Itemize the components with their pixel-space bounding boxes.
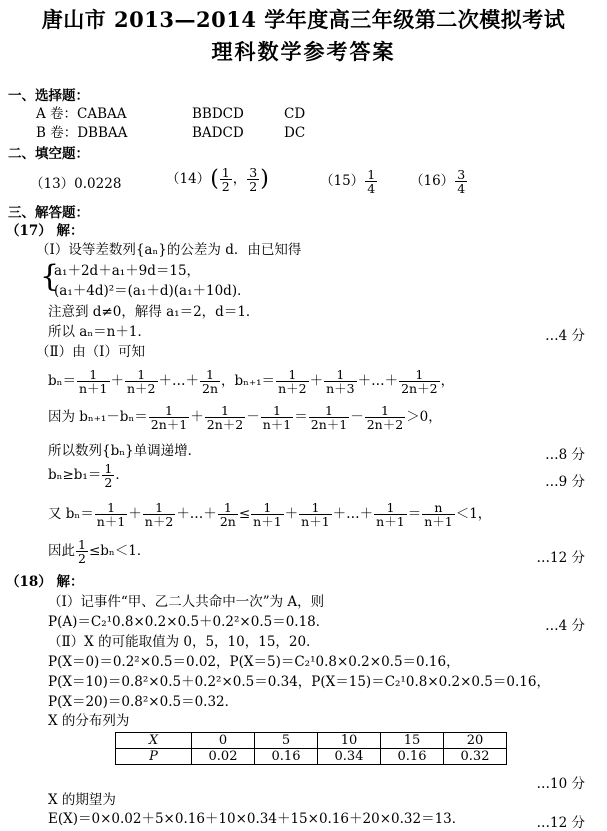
exam-title: 唐山市 2013—2014 学年度高三年级第二次模拟考试 xyxy=(41,7,566,32)
table-cell: 0 xyxy=(192,733,255,749)
p17-difference-formula: 因为 bₙ₊₁－bₙ＝ $\frac{1}{2n+1}$ ＋ $\frac{1}{2n+2}$ － $\frac{1}{n+1}$ ＝ $\frac{1}{2n+1}$ － $\frac{1}{2n+2}$ ＞0， xyxy=(48,403,442,433)
p17-score2: …8 分 xyxy=(545,447,585,463)
p18-line5: P(X＝10)＝0.8²×0.5＋0.2²×0.5＝0.34，P(X＝15)＝C₂¹0.8×0.2×0.5＝0.16， xyxy=(48,674,550,690)
p17-line4: 注意到 d≠0，解得 a₁＝2，d＝1． xyxy=(48,304,260,320)
table-cell: 20 xyxy=(444,733,507,749)
table-cell: 0.34 xyxy=(318,749,381,765)
p17-line1: （Ⅰ）设等差数列{aₙ}的公差为 d．由已知得 xyxy=(36,242,302,258)
fill-answer-16: （16） $\frac{3}{4}$ xyxy=(410,167,466,197)
answers-a-group3: CD xyxy=(284,106,306,122)
table-cell: 0.02 xyxy=(192,749,255,765)
p17-upper-bound: 又 bₙ＝ $\frac{1}{n+1}$ ＋ $\frac{1}{n+2}$ ＋…＋ $\frac{1}{2n}$ ≤ $\frac{1}{n+1}$ ＋ $\frac{1}{n+1}$ ＋…＋ $\frac{1}{n+1}$ ＝ $\frac{n}{n+1}$ ＜1， xyxy=(48,500,492,530)
p18-line7: X 的分布列为 xyxy=(48,713,130,729)
p17-score3: …9 分 xyxy=(545,474,585,490)
exam-subtitle: 理科数学参考答案 xyxy=(211,39,396,64)
p17-bn-formula: bₙ＝ $\frac{1}{n+1}$ ＋ $\frac{1}{n+2}$ ＋…＋ $\frac{1}{2n}$ ，bₙ₊₁＝ $\frac{1}{n+2}$ ＋ $\frac{1}{n+3}$ ＋…＋ $\frac{1}{2n+2}$ ， xyxy=(48,367,455,397)
table-cell: 0.16 xyxy=(255,749,318,765)
p18-line4: P(X＝0)＝0.2²×0.5＝0.02，P(X＝5)＝C₂¹0.8×0.2×0.5＝0.16， xyxy=(48,654,460,670)
fill-answer-15: （15） $\frac{1}{4}$ xyxy=(320,167,376,197)
table-cell: 0.32 xyxy=(444,749,507,765)
p18-score2: …10 分 xyxy=(536,776,585,792)
p17-line5: 所以 aₙ＝n＋1． xyxy=(48,324,151,340)
table-cell: 5 xyxy=(255,733,318,749)
p17-score1: …4 分 xyxy=(545,328,585,344)
table-cell: 10 xyxy=(318,733,381,749)
p17-system-brace: { xyxy=(40,259,60,294)
answers-a-group1: A 卷：CABAA xyxy=(36,106,127,122)
p18-score3: …12 分 xyxy=(536,815,585,831)
table-cell: P xyxy=(116,749,192,765)
table-cell: X xyxy=(116,733,192,749)
problem-17-label: （17） 解： xyxy=(6,223,84,239)
distribution-table xyxy=(115,732,507,765)
p18-line8: X 的期望为 xyxy=(48,792,116,808)
answers-a-group2: BBDCD xyxy=(192,106,244,122)
section-choice-heading: 一、选择题： xyxy=(8,88,89,104)
table-cell: 0.16 xyxy=(381,749,444,765)
p17-score4: …12 分 xyxy=(536,550,585,566)
section-solution-heading: 三、解答题： xyxy=(8,205,89,221)
section-fill-heading: 二、填空题： xyxy=(8,146,89,162)
p17-line3: (a₁＋4d)²＝(a₁＋d)(a₁＋10d)． xyxy=(54,283,251,299)
p18-line6: P(X＝20)＝0.8²×0.5＝0.32． xyxy=(48,694,239,710)
problem-18-label: （18） 解： xyxy=(6,574,84,590)
p17-monotone: 所以数列{bₙ}单调递增． xyxy=(48,443,202,459)
p18-line3: （Ⅱ）X 的可能取值为 0，5，10，15，20． xyxy=(48,634,320,650)
answers-b-group3: DC xyxy=(284,125,306,141)
table-row xyxy=(116,733,507,749)
p18-score1: …4 分 xyxy=(545,618,585,634)
p18-line2: P(A)＝C₂¹0.8×0.2×0.5＋0.2²×0.5＝0.18． xyxy=(48,614,330,630)
fill-answer-14: （14）( $\frac{1}{2}$ ， $\frac{3}{2}$ ) xyxy=(166,165,269,195)
p17-line2: a₁＋2d＋a₁＋9d＝15， xyxy=(54,263,201,279)
p18-line9: E(X)＝0×0.02＋5×0.16＋10×0.34＋15×0.16＋20×0.32＝13． xyxy=(48,811,466,827)
p18-line1: （Ⅰ）记事件“甲、乙二人共命中一次”为 A，则 xyxy=(48,594,325,610)
table-cell: 15 xyxy=(381,733,444,749)
p17-lower-bound: bₙ≥b₁＝ $\frac{1}{2}$ ． xyxy=(48,461,129,491)
answers-b-group2: BADCD xyxy=(192,125,244,141)
fill-answer-13: （13）0.0228 xyxy=(30,176,122,192)
p17-line6: （Ⅱ）由（Ⅰ）可知 xyxy=(36,344,146,360)
p17-conclusion: 因此 $\frac{1}{2}$ ≤bₙ＜1． xyxy=(48,537,151,567)
answers-b-group1: B 卷：DBBAA xyxy=(36,125,128,141)
table-row xyxy=(116,749,507,765)
